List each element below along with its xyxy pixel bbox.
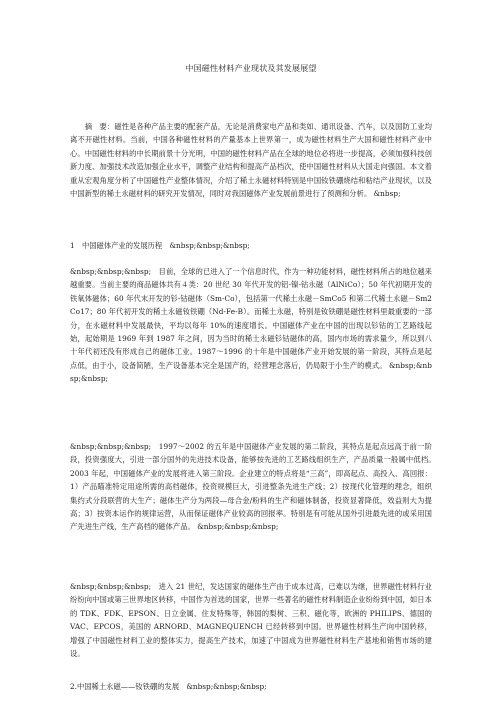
body-paragraph-1: &nbsp;&nbsp;&nbsp; 目前，全球的已进入了一个信息时代，作为一种功能材料，磁性材料所占的地位越来越重要。当前主要的商品磁体共有４类：20 世纪 30 年代开发的铝-镍-钴永磁（AlNiCo）；50 年代初期开发的铁氧体磁体；60 年代末开发的钐-钴磁体（Sm-Co），包括第一代稀土永磁－SmCo5 和第二代稀土永磁－Sm2Co17；80 年代初开发的稀土永磁钕铁硼（Nd-Fe-B）。而稀土永磁，特别是钕铁硼是磁性材料里最重要的一部分，在永磁材料中发展最快，平均以每年 10%的速度增长。中国磁体产业在中国的出现以钐钴的工艺路线起始，起始期是 1969 年到 1987 年之间，因为当时的稀土永磁钐钴磁体的高，国内市场的需求量少，所以到八十年代初还没有形成自己的磁体工业。1987～1996 的十年是中国磁体产业开始发展的第一阶段，其特点是起点低，由于小，设备简陋，生产设备基本完全是国产的，经营理念落后，仍局限于小生产的模式。 &nbsp;&nbsp;&nbsp; <box>70 267 432 384</box>
abstract-paragraph: 摘 要：磁性是各种产品主要的配套产品，无论是消费家电产品和类如、通讯设备、汽车，以及国防工业均离不开磁性材料。当前，中国各种磁性材料的产量基本上世界第一，成为磁性材料生产大国和磁性材料产业中心。中国磁性材料的中长期前景十分光明，中国的磁性材料产品在全球的地位必将进一步提高，必须加强科技创新力度、加强技术改造加强企业水平，调整产业结构和提高产品档次，使中国磁性材料从大国走向强国。本文着重从宏观角度分析了中国磁性产业整体情况，介绍了稀土永磁材料特别是中国钕铁硼烧结和粘结产业现状，以及中国新型的稀土永磁材料的研究开发情况，同时对我国磁体产业发展前景进行了预测和分析。 &nbsp; <box>70 122 432 199</box>
section-heading-2: 2.中国稀土永磁——钕铁硼的发展 &nbsp;&nbsp;&nbsp; <box>70 682 267 691</box>
document-title: 中国磁性材料产业现状及其发展展望 <box>185 64 317 73</box>
body-paragraph-2: &nbsp;&nbsp;&nbsp; 1997～2002 的五年是中国磁体产业发展的第二阶段，其特点是起点远高于前一阶段，投资强度大，引进一部分国外的先进技术设备，能够按先进的工艺路线组织生产，产品质量一般属中低档。 2003 年起，中国磁体产业的发展将进入第三阶段。企业建立的特点将是“三高”，即高起点、高投入、高回报：1）产品瞄准特定用途所需的高档磁体，投资规模巨大，引进整条先进生产线；2）按现代化管理的理念，组织集约式分段联营的大生产；磁体生产分为两段—母合金/粉料的生产和磁体制备，投资显著降低，效益则大为提高；3）按资本运作的规律运营，从而保证磁体产业较高的回报率。特别是有可能从国外引进最先进的或采用国产先进生产线，生产高档的磁体产品。 &nbsp;&nbsp;&nbsp; <box>70 442 440 532</box>
section-heading-1: 1 中国磁体产业的发展历程 &nbsp;&nbsp;&nbsp; <box>70 241 250 250</box>
body-paragraph-3: &nbsp;&nbsp;&nbsp; 进入 21 世纪，发达国家的磁体生产由于成本过高，已难以为继，世界磁性材料行业纷纷向中国或第三世界地区转移，中国作为首选的国家，世界一些著名的磁性材料制造企业纷纷到中国，如日本的 TDK、FDK、EPSON、日立金属、住友特殊等，韩国的梨树、三积、磁化等，欧洲的 PHILIPS、德国的 VAC、EPCOS，美国的 ARNORD、MAGNEQUENCH 已经转移到中国。世界磁性材料生产向中国转移，增强了中国磁性材料工业的整体实力，提高生产技术，加速了中国成为世界磁性材料生产基地和销售市场的建设。 <box>70 582 432 659</box>
document-page <box>70 0 440 707</box>
